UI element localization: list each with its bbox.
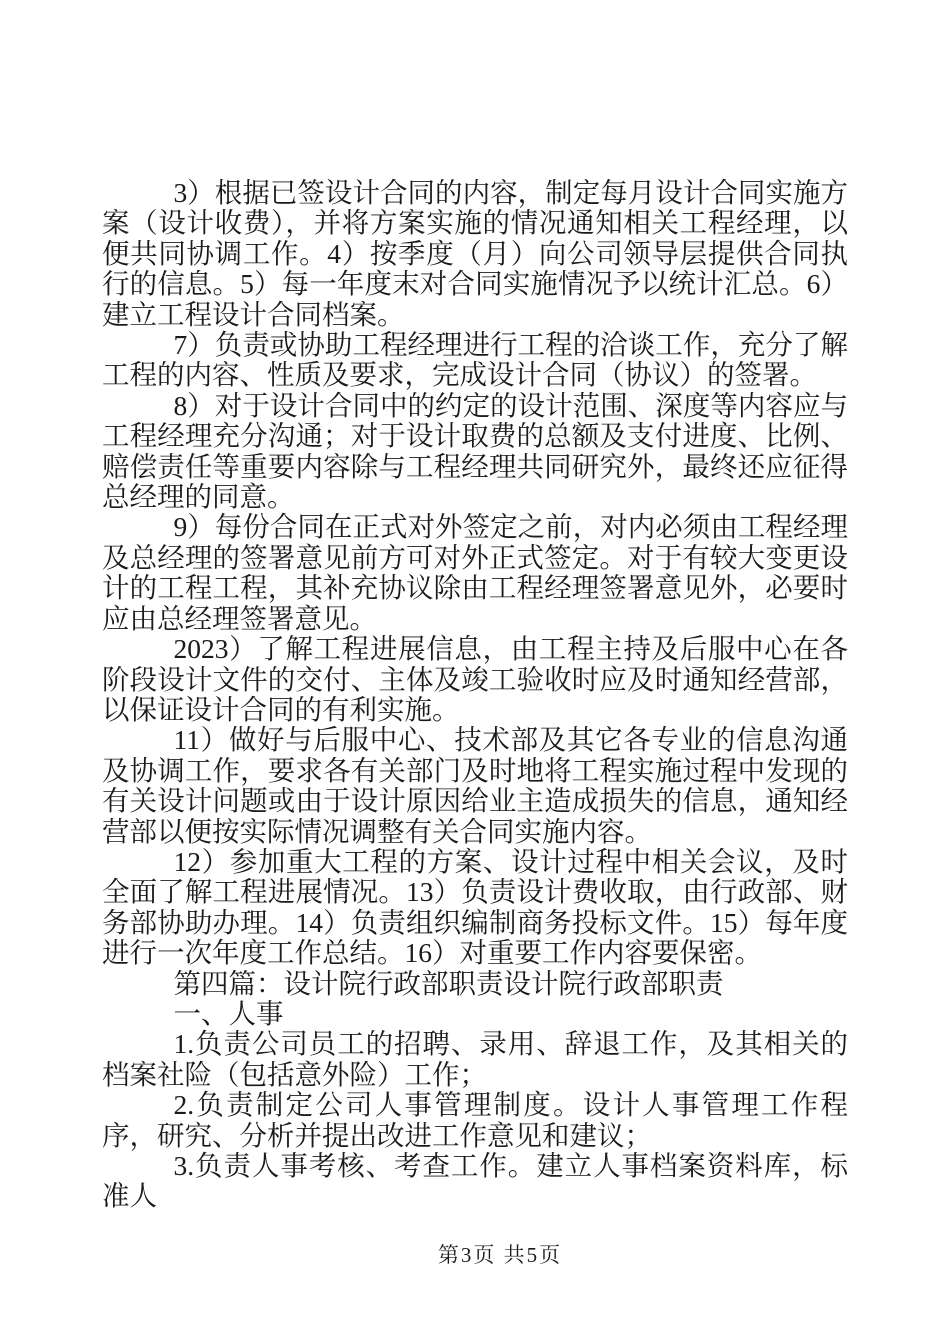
body-paragraph: 3.负责人事考核、考查工作。建立人事档案资料库，标准人	[102, 1150, 848, 1212]
body-paragraph: 7）负责或协助工程经理进行工程的洽谈工作，充分了解工程的内容、性质及要求，完成设计合同（协议）的签署。	[102, 329, 848, 391]
page-number-label: 第3页 共5页	[437, 1243, 563, 1267]
body-paragraph: 1.负责公司员工的招聘、录用、辞退工作，及其相关的档案社险（包括意外险）工作；	[102, 1028, 848, 1090]
page-footer	[25, 1243, 950, 1267]
body-paragraph: 11）做好与后服中心、技术部及其它各专业的信息沟通及协调工作，要求各有关部门及时地将工程实施过程中发现的有关设计问题或由于设计原因给业主造成损失的信息，通知经营部以便按实际情况调整有关合同实施内容。	[102, 724, 848, 847]
body-paragraph-section-title: 第四篇：设计院行政部职责设计院行政部职责	[173, 967, 724, 999]
body-paragraph: 2023）了解工程进展信息，由工程主持及后服中心在各阶段设计文件的交付、主体及竣工验收时应及时通知经营部，以保证设计合同的有利实施。	[102, 633, 848, 725]
body-paragraph: 8）对于设计合同中的约定的设计范围、深度等内容应与工程经理充分沟通；对于设计取费的总额及支付进度、比例、赔偿责任等重要内容除与工程经理共同研究外，最终还应征得总经理的同意。	[102, 389, 848, 513]
body-paragraph: 2.负责制定公司人事管理制度。设计人事管理工作程序，研究、分析并提出改进工作意见和建议；	[102, 1089, 848, 1151]
body-paragraph: 3）根据已签设计合同的内容，制定每月设计合同实施方案（设计收费），并将方案实施的情况通知相关工程经理，以便共同协调工作。4）按季度（月）向公司领导层提供合同执行的信息。5）每一年度末对合同实施情况予以统计汇总。6）建立工程设计合同档案。	[102, 177, 848, 330]
document-body	[102, 178, 848, 1212]
body-paragraph: 9）每份合同在正式对外签定之前，对内必须由工程经理及总经理的签署意见前方可对外正式签定。对于有较大变更设计的工程工程，其补充协议除由工程经理签署意见外，必要时应由总经理签署意见。	[102, 511, 848, 634]
body-paragraph: 12）参加重大工程的方案、设计过程中相关会议，及时全面了解工程进展情况。13）负责设计费收取，由行政部、财务部协助办理。14）负责组织编制商务投标文件。15）每年度进行一次年度工作总结。16）对重要工作内容要保密。	[102, 845, 848, 969]
body-paragraph-subsection-title: 一、人事	[173, 997, 284, 1029]
